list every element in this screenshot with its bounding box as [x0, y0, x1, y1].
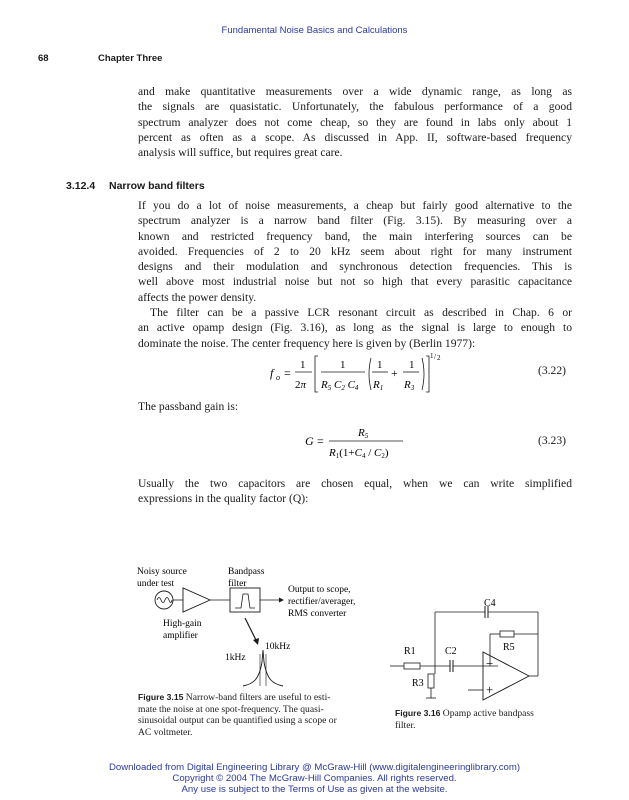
caption-text: filter.: [395, 719, 416, 731]
plus-sign: +: [486, 682, 494, 697]
equation-number: (3.23): [538, 434, 567, 447]
section-title: Narrow band filters: [109, 180, 205, 192]
passband-intro: The passband gain is:: [138, 400, 239, 413]
caption-text: AC voltmeter.: [138, 726, 193, 738]
text-line: The filter can be a passive LCR resonant circuit as described in Chap. 6 or: [150, 306, 572, 319]
bandpass-box: [230, 588, 260, 612]
r5-label: R5: [503, 642, 515, 653]
peak-curve: [243, 650, 283, 686]
equation-3-23: [305, 424, 415, 464]
svg-text:/: /: [434, 353, 436, 361]
text-line: designs and their modulation and synchronous detection frequencies. This is: [138, 260, 572, 274]
svg-text:=: =: [284, 366, 291, 380]
resistor-r1: [404, 663, 420, 669]
running-header: Fundamental Noise Basics and Calculations: [221, 25, 408, 36]
equation-number: (3.22): [538, 364, 567, 377]
svg-text:2π: 2π: [295, 379, 307, 391]
footer-copyright-line: Copyright © 2004 The McGraw-Hill Companies. All rights reserved.: [172, 773, 457, 784]
bandpass-label: filter: [228, 579, 247, 589]
figure-3-15-caption: [138, 692, 366, 738]
svg-text:+: +: [391, 366, 398, 380]
figure-3-16-caption: [395, 708, 565, 731]
caption-text: Narrow-band filters are useful to esti-: [185, 692, 331, 703]
footer-download-line: Downloaded from Digital Engineering Library @ McGraw-Hill (www.digitalengineeringlibrary.com): [108, 762, 521, 773]
freq-low-label: 1kHz: [225, 653, 246, 663]
output-label: RMS converter: [288, 609, 347, 619]
paragraph-4: [138, 476, 572, 507]
text-line: well above most industrial noise but not so high that every parasitic capacitance: [138, 275, 572, 289]
svg-text:R5 C2 C4: R5 C2 C4: [321, 379, 359, 392]
sine-icon: [157, 598, 172, 603]
text-line: dominate the noise. The center frequency here is given by (Berlin 1977):: [138, 336, 476, 350]
resistor-r3: [428, 674, 434, 688]
output-label: rectifier/averager,: [288, 597, 356, 607]
svg-text:1: 1: [340, 359, 346, 371]
output-label: Output to scope,: [288, 585, 351, 595]
resistor-r5: [500, 631, 514, 637]
noisy-source-label: Noisy source: [137, 567, 187, 577]
svg-text:o: o: [276, 373, 280, 382]
amplifier-triangle: [183, 588, 210, 612]
text-line: and make quantitative measurements over a wide dynamic range, as long as: [138, 85, 572, 98]
bandpass-icon: [235, 594, 255, 608]
text-line: avoided. Frequencies of 2 to 20 kHz seem about right for many instrument: [138, 244, 572, 258]
text-line: affects the power density.: [138, 290, 257, 304]
amplifier-label: High-gain: [163, 619, 202, 629]
text-line: expressions in the quality factor (Q):: [138, 492, 309, 506]
page-number: 68: [38, 53, 49, 64]
source-circle: [155, 591, 173, 609]
text-line: percent as often as a scope. As discussed in App. II, software-based frequency: [138, 130, 572, 144]
figure-3-16-diagram: [390, 590, 555, 710]
bandpass-label: Bandpass: [228, 567, 265, 577]
svg-text:1: 1: [377, 359, 383, 371]
c2-label: C2: [445, 646, 457, 657]
text-line: Usually the two capacitors are chosen equal, when we can write simplified: [138, 477, 572, 490]
text-line: an active opamp design (Fig. 3.16), as long as the signal is large to enough to: [138, 321, 572, 335]
paragraph-3: [138, 305, 572, 351]
caption-label: Figure 3.15: [138, 692, 184, 702]
caption-text: sinusoidal output can be quantified using a scope or: [138, 715, 337, 726]
arrow-icon: [253, 638, 259, 645]
paragraph-2: [138, 198, 572, 305]
svg-text:=: =: [317, 434, 324, 448]
figure-3-15-diagram: [135, 562, 380, 687]
svg-text:2: 2: [437, 354, 441, 362]
chapter-title: Chapter Three: [98, 53, 163, 64]
caption-text: mate the noise at one spot-frequency. The quasi-: [138, 703, 324, 715]
text-line: the signals are quasistatic. Unfortunately, the fabulous performance of a good: [138, 100, 572, 114]
equation-3-22: [268, 350, 448, 400]
text-line: known and restricted frequency band, the main interfering sources can be: [138, 229, 572, 243]
svg-text:R1: R1: [373, 379, 384, 392]
noisy-source-label: under test: [137, 579, 175, 589]
svg-text:1: 1: [430, 352, 434, 360]
section-number: 3.12.4: [66, 180, 96, 192]
r1-label: R1: [404, 646, 416, 657]
svg-text:R1(1+C4 / C2): R1(1+C4 / C2): [329, 447, 389, 460]
paragraph-1: [138, 84, 572, 160]
caption-text: Opamp active bandpass: [442, 708, 534, 719]
c4-label: C4: [484, 598, 496, 609]
svg-text:1: 1: [300, 359, 306, 371]
amplifier-label: amplifier: [163, 631, 198, 641]
svg-text:G: G: [305, 434, 314, 448]
footer-terms-line: Any use is subject to the Terms of Use as given at the website.: [181, 784, 448, 795]
text-line: spectrum analyzer is a narrow band filter (Fig. 3.15). By measuring over a: [138, 214, 572, 228]
minus-sign: −: [486, 656, 494, 671]
freq-high-label: 10kHz: [265, 642, 291, 652]
text-line: If you do a lot of noise measurements, a cheap but fairly good alternative to the: [138, 199, 572, 212]
svg-text:R3: R3: [404, 379, 415, 392]
text-line: analysis will suffice, but requires great care.: [138, 146, 343, 160]
r3-label: R3: [412, 678, 424, 689]
text-line: spectrum analyzer does not come cheap, so they are found in labs only about 1: [138, 115, 572, 129]
caption-label: Figure 3.16: [395, 708, 441, 718]
arrow-icon: [279, 598, 284, 603]
svg-text:R5: R5: [358, 427, 369, 440]
svg-text:f: f: [270, 366, 274, 380]
svg-text:1: 1: [409, 359, 415, 371]
